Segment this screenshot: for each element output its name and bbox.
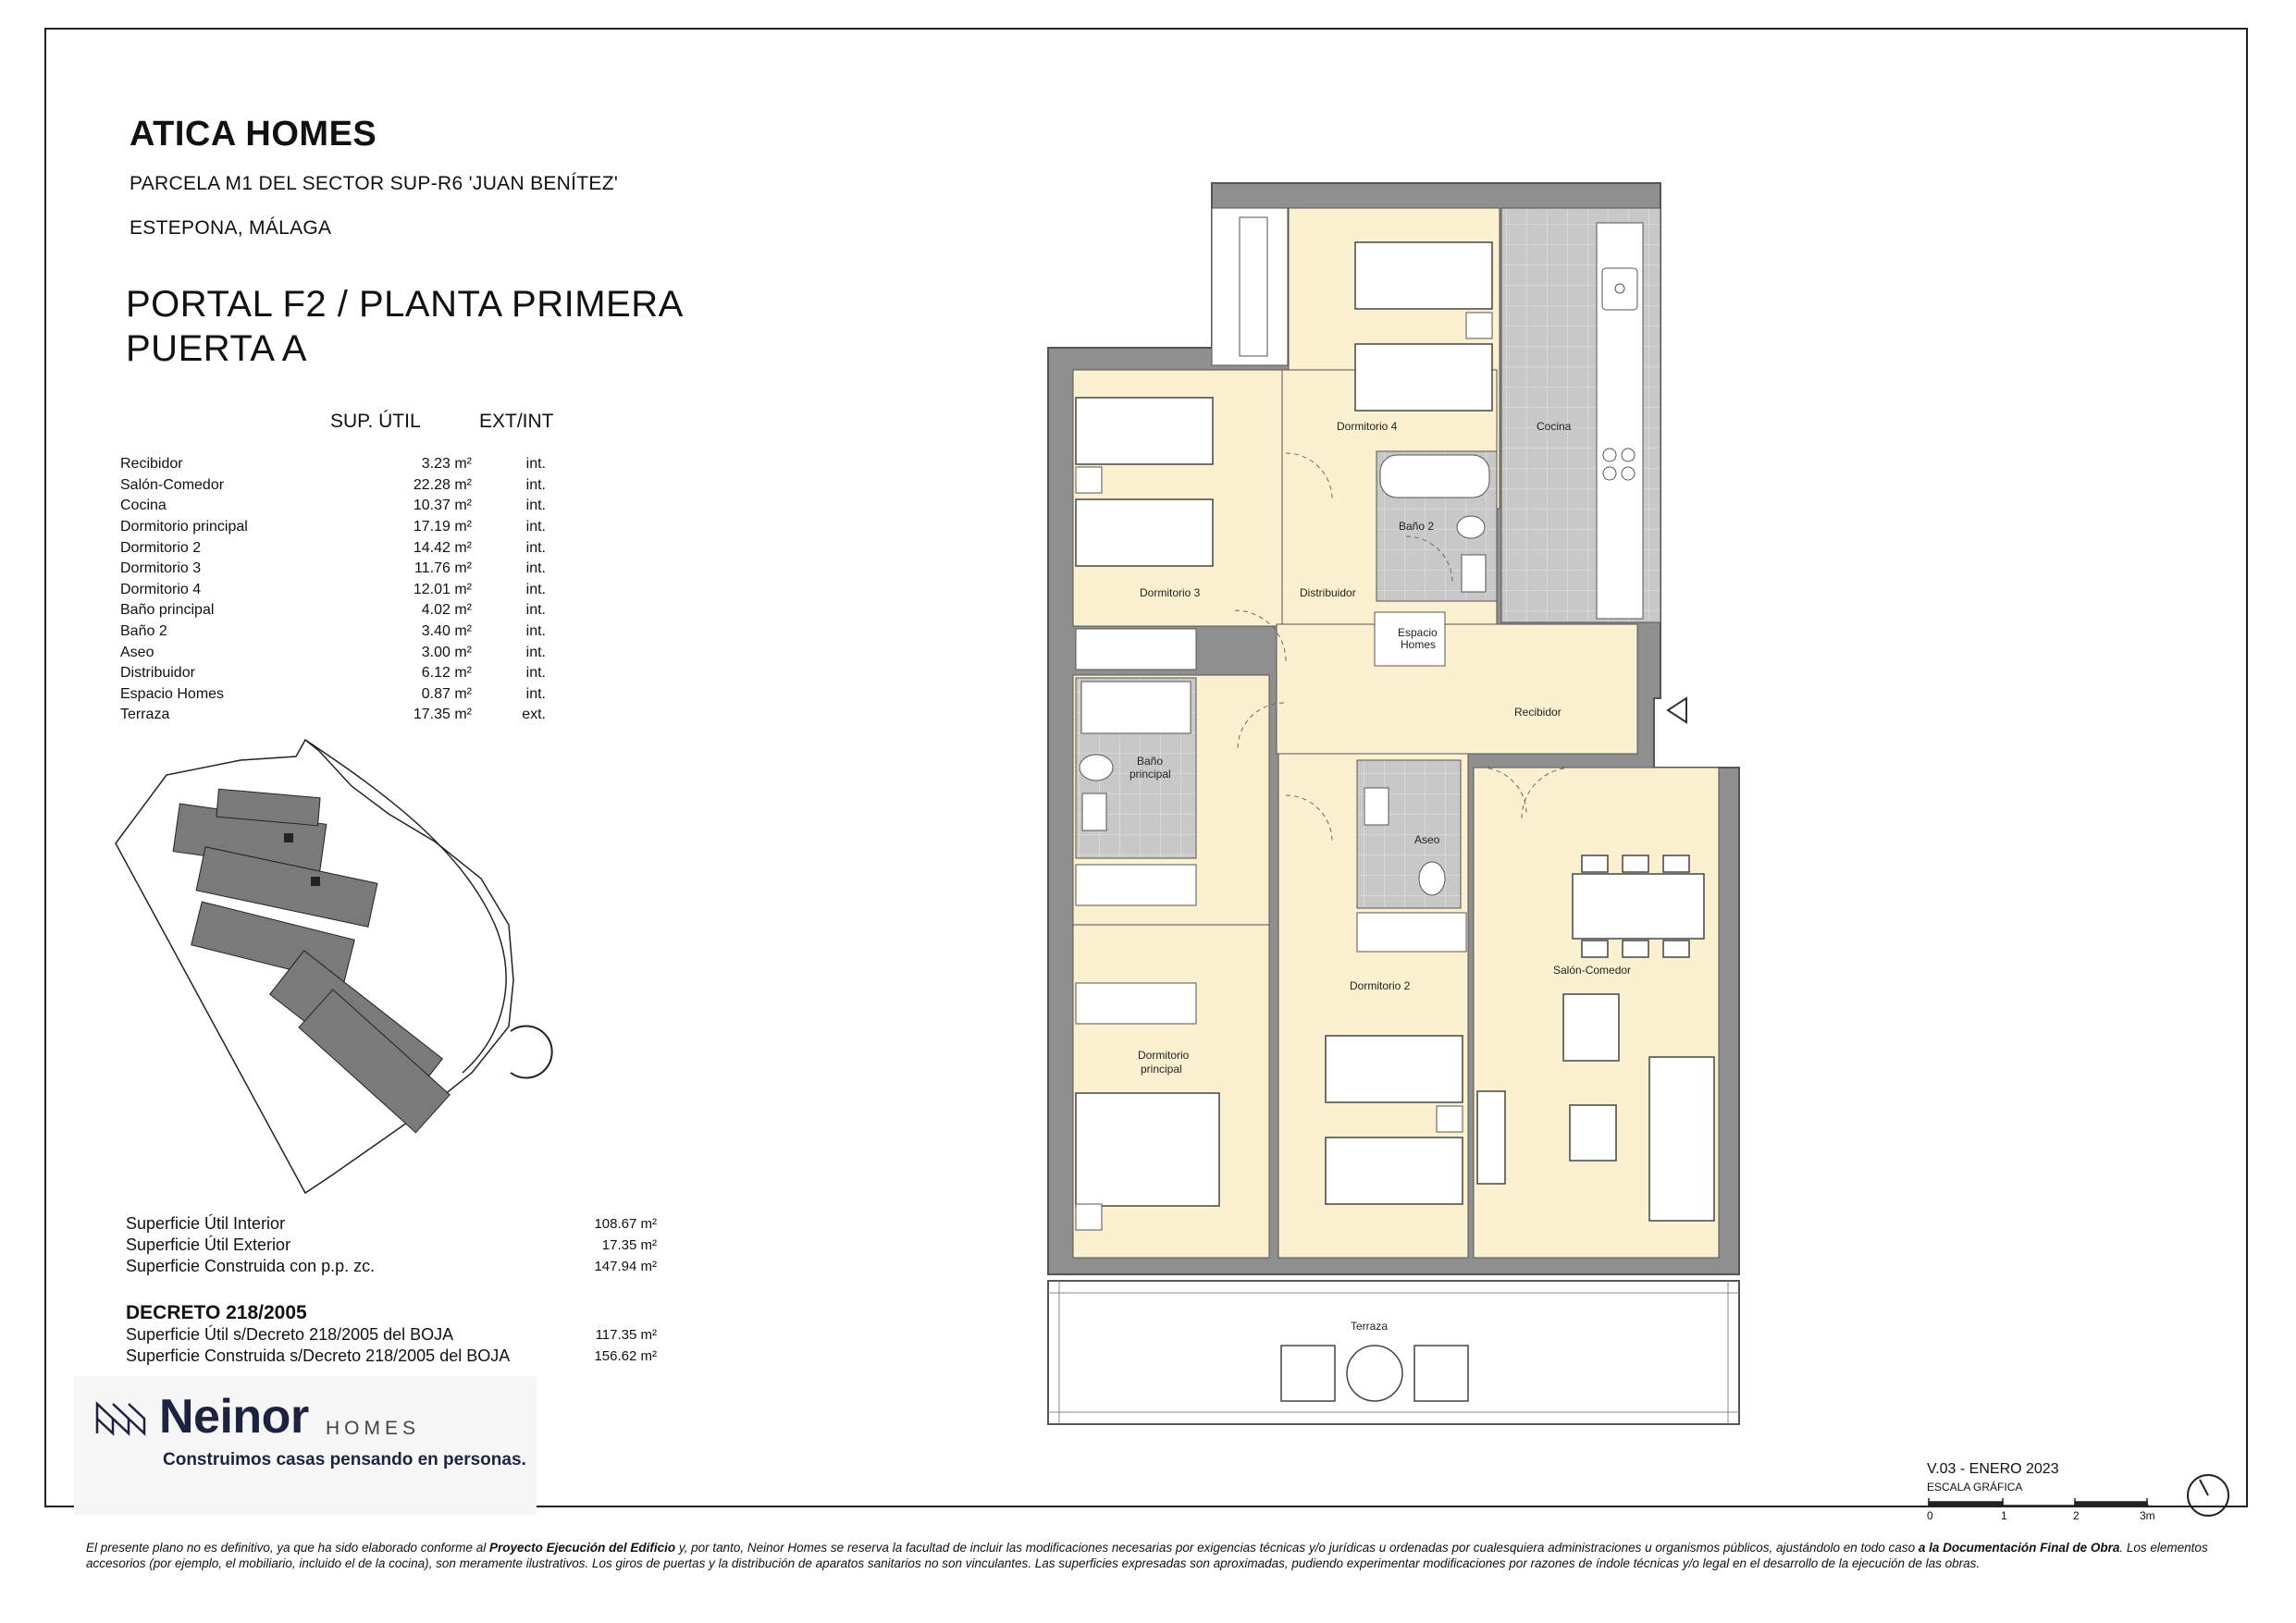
bed [1355,344,1492,411]
wardrobe [1076,865,1196,905]
room-name: Dormitorio 2 [120,539,202,556]
decreto-value: 156.62 m² [594,1348,657,1364]
location-line: ESTEPONA, MÁLAGA [130,217,332,239]
bathtub-icon [1380,455,1489,498]
label-cocina: Cocina [1537,420,1572,433]
room-name: Recibidor [120,456,183,473]
disclaimer-text: y, por tanto, Neinor Homes se reserva la facultad de incluir las modificaciones necesarias por exigencias técnicas y/o jurídicas u ordenadas por cualesquiera administraciones u organismos públicos, ajustándolo en todo caso [675,1541,1919,1555]
total-label: Superficie Útil Interior [126,1214,286,1233]
brand-tagline: Construimos casas pensando en personas. [163,1450,526,1469]
label-salon-comedor: Salón-Comedor [1553,964,1632,977]
room-recibidor [1277,624,1637,754]
room-area: 17.35 m² [413,707,472,723]
label-distribuidor: Distribuidor [1300,586,1356,599]
disclaimer-bold: a la Documentación Final de Obra [1918,1541,2120,1555]
scale-tick-label: 3m [2140,1509,2155,1522]
company-name: ATICA HOMES [130,115,377,154]
dining-table [1573,874,1704,939]
nightstand [1076,467,1102,493]
room-area: 14.42 m² [413,539,472,556]
north-arrow-icon [2185,1470,2231,1520]
label-homes: Homes [1401,638,1437,651]
room-type: int. [525,519,546,535]
armchair [1563,994,1619,1061]
kitchen-counter [1597,223,1643,619]
scale-tick-label: 0 [1927,1509,1933,1522]
room-name: Terraza [120,707,170,723]
scale-tick-label: 2 [2073,1509,2080,1522]
scale-title: ESCALA GRÁFICA [1927,1481,2023,1494]
decreto-title: DECRETO 218/2005 [126,1302,307,1323]
room-aseo [1357,760,1461,908]
total-label: Superficie Útil Exterior [126,1236,291,1254]
room-name: Baño principal [120,602,215,619]
decreto-value: 117.35 m² [595,1327,657,1343]
room-name: Distribuidor [120,665,195,682]
label-bano-2: Baño 2 [1399,520,1435,533]
label-dormitorio-principal: principal [1141,1063,1182,1076]
terrace-chair [1414,1346,1468,1401]
bed [1076,398,1213,464]
sink-icon [1364,788,1389,825]
room-name: Salón-Comedor [120,476,225,493]
room-type: int. [525,456,546,473]
column-header-type: EXT/INT [479,411,554,432]
room-type: int. [525,644,546,660]
parcel-line: PARCELA M1 DEL SECTOR SUP-R6 'JUAN BENÍTEZ' [130,173,619,194]
decreto-label: Superficie Útil s/Decreto 218/2005 del BOJA [126,1325,454,1344]
nightstand [1437,1106,1463,1132]
portal-title: PORTAL F2 / PLANTA PRIMERA [126,284,684,325]
disclaimer-text: . Los elementos accesorios (por ejemplo, el mobiliario, incluido el de la cocina), son meramente ilustrativos. Los giros de puertas y la distribución de aparatos sanitarios no son vinculantes. Las superficies expresadas son aproximadas, pudiendo experimentar modificaciones por razones de índole técnicas y/o legal en el desarrollo de la ejecución de las obras. [86,1541,2208,1570]
disclaimer [86,1540,2241,1571]
room-dormitorio-principal [1073,925,1269,1258]
room-area: 12.01 m² [413,581,472,597]
room-area: 6.12 m² [421,665,472,682]
chair [1663,855,1689,872]
wardrobe [1240,217,1267,356]
label-dormitorio-3: Dormitorio 3 [1140,586,1201,599]
label-espacio: Espacio [1398,626,1438,639]
room-name: Dormitorio 3 [120,560,202,577]
label-principal: principal [1129,768,1171,781]
brand-name: Neinor [159,1390,309,1444]
coffee-table [1570,1105,1616,1161]
room-type: int. [525,665,546,682]
bed-double [1076,1093,1219,1206]
room-area: 10.37 m² [413,498,472,514]
door-title: PUERTA A [126,328,307,369]
room-name: Baño 2 [120,623,167,640]
chair [1663,941,1689,957]
room-name: Dormitorio 4 [120,581,202,597]
toilet-icon [1419,862,1445,895]
bed [1076,499,1213,566]
bed [1355,242,1492,309]
room-name: Espacio Homes [120,685,225,702]
brand-suffix: HOMES [326,1418,421,1439]
room-area: 3.23 m² [421,456,472,473]
label-dormitorio-4: Dormitorio 4 [1337,420,1398,433]
chair [1623,855,1648,872]
room-type: int. [525,539,546,556]
room-name: Dormitorio principal [120,519,248,535]
wardrobe [1357,913,1466,952]
chair [1582,855,1608,872]
disclaimer-text: El presente plano no es definitivo, ya que ha sido elaborado conforme al [86,1541,490,1555]
chair [1582,941,1608,957]
wardrobe [1076,983,1196,1024]
decreto-label: Superficie Construida s/Decreto 218/2005 del BOJA [126,1346,511,1365]
sofa [1649,1057,1714,1221]
bed [1326,1137,1463,1204]
column-header-area: SUP. ÚTIL [330,411,421,432]
nightstand [1466,313,1492,338]
total-value: 17.35 m² [601,1237,657,1253]
disclaimer-bold: Proyecto Ejecución del Edificio [489,1541,676,1555]
tv-unit [1477,1091,1505,1184]
room-type: int. [525,685,546,702]
room-area: 0.87 m² [421,685,472,702]
room-area: 3.00 m² [421,644,472,660]
label-bano: Baño [1137,755,1164,768]
room-type: int. [525,498,546,514]
room-type: int. [525,581,546,597]
nightstand [1076,1204,1102,1230]
toilet-icon [1080,755,1113,781]
sink-icon [1462,555,1486,592]
total-label: Superficie Construida con p.p. zc. [126,1257,376,1275]
graphic-scale-bar [1927,1493,2149,1511]
room-area: 17.19 m² [413,519,472,535]
room-type: int. [525,602,546,619]
entrance-arrow-icon [1668,698,1686,722]
room-area: 4.02 m² [421,602,472,619]
room-name: Aseo [120,644,154,660]
chair [1623,941,1648,957]
terrace-table [1347,1346,1402,1401]
sink-icon [1082,793,1106,830]
scale-tick-label: 1 [2001,1509,2007,1522]
label-recibidor: Recibidor [1514,706,1562,719]
total-value: 147.94 m² [594,1259,657,1274]
toilet-icon [1457,516,1485,538]
room-type: int. [525,560,546,577]
shower-icon [1081,682,1191,733]
room-area: 22.28 m² [413,476,472,493]
label-dormitorio: Dormitorio [1138,1049,1190,1062]
room-type: int. [525,623,546,640]
label-terraza: Terraza [1351,1320,1389,1333]
wardrobe [1076,629,1196,670]
room-type: int. [525,476,546,493]
room-name: Cocina [120,498,167,514]
bed [1326,1036,1463,1102]
room-area: 11.76 m² [414,560,472,577]
terrace-chair [1281,1346,1335,1401]
label-aseo: Aseo [1414,833,1440,846]
room-area: 3.40 m² [421,623,472,640]
total-value: 108.67 m² [594,1216,657,1232]
label-dormitorio-2: Dormitorio 2 [1350,979,1411,992]
version-label: V.03 - ENERO 2023 [1927,1461,2059,1477]
room-type: ext. [522,707,546,723]
